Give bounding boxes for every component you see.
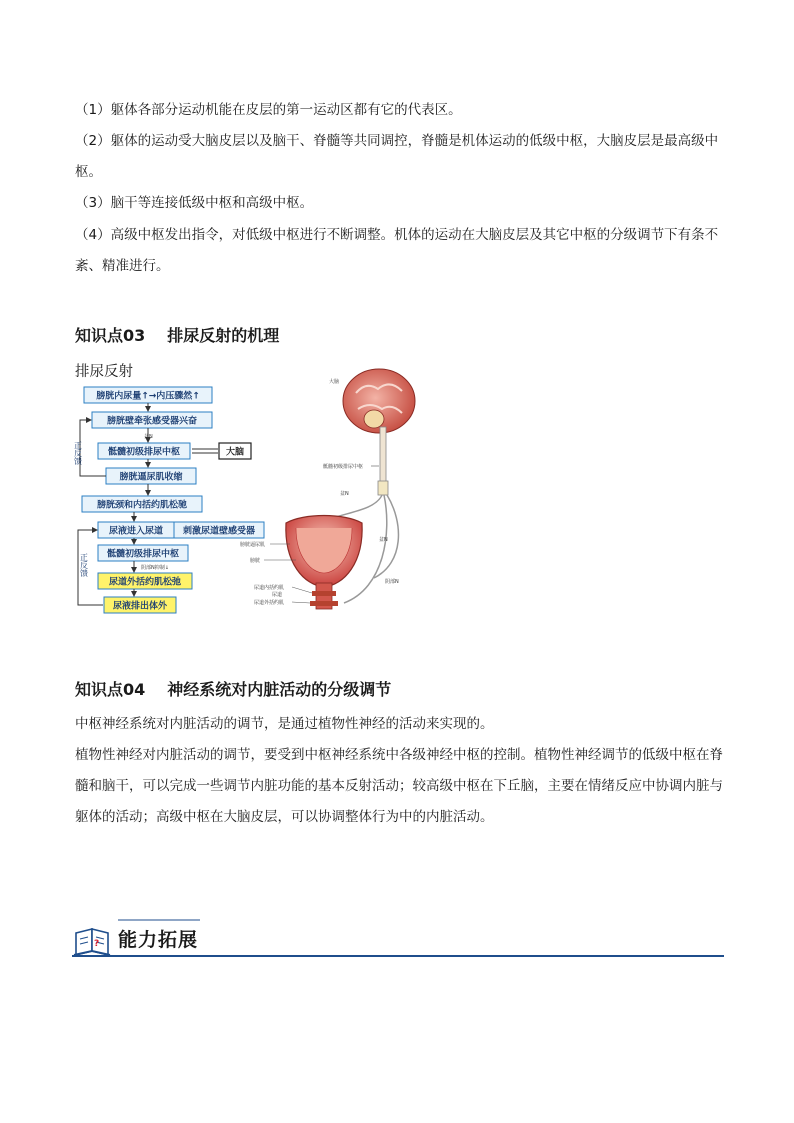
paragraph-3: （3）脑干等连接低级中枢和高级中枢。 [75, 195, 314, 211]
anatomy-outer-sphincter-label: 尿道外括约肌 [254, 600, 285, 606]
flow-box-3-text: 骶髓初级排尿中枢 [107, 447, 181, 458]
flow-box-6-text: 尿液进入尿道 [108, 526, 164, 537]
feedback-label-1: 正反馈 [74, 441, 83, 465]
flow-box-9-text: 尿液排出体外 [112, 601, 168, 612]
brain-box-text: 大脑 [225, 447, 245, 458]
anatomy-brain-label: 大脑 [329, 379, 340, 385]
section-04-heading [75, 677, 391, 700]
flowchart [79, 387, 264, 613]
svg-text:?: ? [94, 939, 100, 949]
anatomy-urethra-label: 尿道 [272, 592, 283, 598]
figure-title: 排尿反射 [75, 364, 133, 380]
section-04-paragraph-1: 中枢神经系统对内脏活动的调节，是通过植物性神经的活动来实现的。 [75, 716, 494, 732]
anatomy-detrusor-label: 膀胱逼尿肌 [240, 542, 266, 548]
section-03-heading [75, 323, 279, 346]
anatomy-center-label: 骶髓初级排尿中枢 [323, 464, 364, 470]
anatomy-pelvic-label-2: 盆N [379, 537, 388, 543]
ability-title: 能力拓展 [118, 929, 199, 951]
flow-box-5-text: 膀胱颈和内括约肌松驰 [96, 500, 188, 511]
ability-section-header [72, 915, 724, 960]
paragraph-2: （2）躯体的运动受大脑皮层以及脑干、脊髓等共同调控，脊髓是机体运动的低级中枢，大脑皮层是最高级中枢。 [75, 133, 719, 180]
section-03-title: 排尿反射的机理 [167, 326, 280, 345]
nerve-pudendal-label: 阴部N抑制↓ [141, 565, 169, 571]
paragraph-4: （4）高级中枢发出指令，对低级中枢进行不断调整。机体的运动在大脑皮层及其它中枢的分级调节下有条不紊、精准进行。 [75, 227, 719, 274]
flow-box-4-text: 膀胱逼尿肌收缩 [119, 472, 183, 483]
paragraph-1: （1）躯体各部分运动机能在皮层的第一运动区都有它的代表区。 [75, 102, 462, 118]
feedback-label-2: 正反馈 [79, 553, 89, 577]
flow-box-1-text: 膀胱内尿量↑→内压骤然↑ [96, 391, 200, 402]
flow-box-6b-text: 刺激尿道壁感受器 [182, 526, 256, 537]
urination-reflex-figure [74, 363, 418, 618]
anatomy-inner-sphincter-label: 尿道内括约肌 [254, 585, 285, 591]
flow-box-8-text: 尿道外括约肌松弛 [108, 577, 182, 588]
anatomy-illustration [240, 369, 415, 609]
anatomy-pelvic-label-1: 盆N [340, 491, 349, 497]
flow-box-2-text: 膀胱壁牵张感受器兴奋 [106, 416, 198, 427]
anatomy-pudendal-label: 阴部N [385, 579, 399, 585]
anatomy-bladder-label: 膀胱 [250, 558, 261, 564]
book-icon [74, 929, 110, 955]
section-04-number: 知识点04 [75, 680, 146, 699]
section-04-title: 神经系统对内脏活动的分级调节 [167, 680, 392, 699]
nerve-pelvic-label: 盆N [144, 434, 153, 440]
section-04-paragraph-2: 植物性神经对内脏活动的调节，要受到中枢神经系统中各级神经中枢的控制。植物性神经调节的低级中枢在脊髓和脑干，可以完成一些调节内脏功能的基本反射活动；较高级中枢在下丘脑，主要在情绪反应中协调内脏与躯体的活动；高级中枢在大脑皮层，可以协调整体行为中的内脏活动。 [75, 747, 723, 825]
section-03-number: 知识点03 [75, 326, 146, 345]
flow-box-7-text: 骶髓初级排尿中枢 [106, 549, 180, 560]
